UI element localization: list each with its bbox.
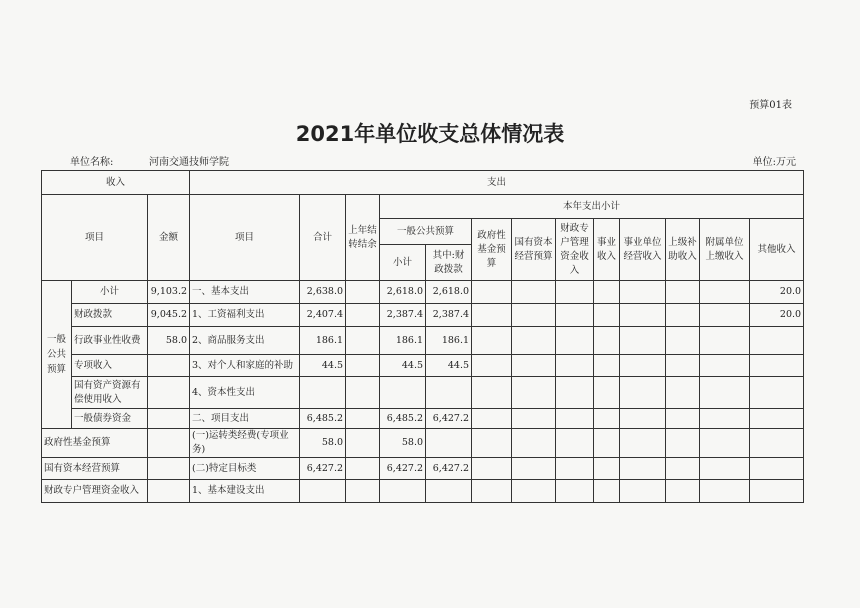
table-row [42, 480, 804, 503]
currency-unit: 单位:万元 [752, 157, 796, 168]
income-item-cell: 行政事业性收费 [72, 327, 148, 355]
carryover-cell [346, 377, 380, 409]
gb-fiscal-cell: 6,427.2 [426, 409, 472, 429]
income-amount-cell [148, 355, 190, 377]
gb-subtotal-cell: 2,618.0 [380, 281, 426, 304]
carryover-cell [346, 327, 380, 355]
expense-item-cell: 二、项目支出 [190, 409, 300, 429]
empty-cell [666, 409, 700, 429]
carryover-cell [346, 409, 380, 429]
other-income-cell [750, 409, 804, 429]
gb-subtotal-cell [380, 377, 426, 409]
empty-cell [556, 281, 594, 304]
form-number: 预算01表 [749, 100, 792, 111]
empty-cell [594, 377, 620, 409]
empty-cell [620, 327, 666, 355]
total-cell [300, 480, 346, 503]
expense-item-cell: 3、对个人和家庭的补助 [190, 355, 300, 377]
expense-item-cell: 4、资本性支出 [190, 377, 300, 409]
table-row [42, 327, 804, 355]
carryover-cell [346, 429, 380, 458]
empty-cell [594, 327, 620, 355]
expense-header: 支出 [190, 171, 804, 195]
empty-cell [620, 355, 666, 377]
income-item-cell: 政府性基金预算 [42, 429, 148, 458]
empty-cell [472, 429, 512, 458]
carryover-header: 上年结转结余 [346, 195, 380, 281]
empty-cell [512, 409, 556, 429]
expense-item-cell: (一)运转类经费(专项业务) [190, 429, 300, 458]
empty-cell [620, 480, 666, 503]
income-amount-header: 金额 [148, 195, 190, 281]
empty-cell [666, 327, 700, 355]
expense-item-cell: (二)特定目标类 [190, 458, 300, 480]
gb-subtotal-cell: 44.5 [380, 355, 426, 377]
empty-cell [472, 327, 512, 355]
other-income-cell [750, 377, 804, 409]
other-income-cell: 20.0 [750, 281, 804, 304]
table-row [42, 429, 804, 458]
empty-cell [700, 458, 750, 480]
empty-cell [700, 281, 750, 304]
general-budget-header: 一般公共预算 [380, 219, 472, 245]
gb-subtotal-cell: 6,427.2 [380, 458, 426, 480]
empty-cell [472, 281, 512, 304]
table-body [42, 281, 804, 503]
expense-item-header: 项目 [190, 195, 300, 281]
total-header: 合计 [300, 195, 346, 281]
gb-subtotal-header: 小计 [380, 245, 426, 281]
gb-fiscal-cell: 6,427.2 [426, 458, 472, 480]
empty-cell [594, 409, 620, 429]
other-income-cell [750, 355, 804, 377]
income-item-cell: 专项收入 [72, 355, 148, 377]
gb-fiscal-header: 其中:财政拨款 [426, 245, 472, 281]
income-amount-cell [148, 409, 190, 429]
gb-fiscal-cell: 186.1 [426, 327, 472, 355]
table-row [42, 458, 804, 480]
empty-cell [594, 304, 620, 327]
income-amount-cell [148, 429, 190, 458]
income-item-cell: 小计 [72, 281, 148, 304]
affiliate-header: 附属单位上缴收入 [700, 219, 750, 281]
income-item-header: 项目 [42, 195, 148, 281]
gb-subtotal-cell: 58.0 [380, 429, 426, 458]
gb-subtotal-cell: 6,485.2 [380, 409, 426, 429]
unit-name-label: 单位名称: [70, 157, 114, 168]
total-cell: 44.5 [300, 355, 346, 377]
general-budget-group-label: 一般公共预算 [42, 281, 72, 429]
header-row-1 [42, 171, 804, 195]
empty-cell [556, 409, 594, 429]
table-row [42, 355, 804, 377]
expense-item-cell: 一、基本支出 [190, 281, 300, 304]
income-item-cell: 国有资本经营预算 [42, 458, 148, 480]
empty-cell [472, 458, 512, 480]
other-income-cell [750, 327, 804, 355]
current-year-subtotal-header: 本年支出小计 [380, 195, 804, 219]
income-item-cell: 国有资产资源有偿使用收入 [72, 377, 148, 409]
empty-cell [620, 458, 666, 480]
income-item-cell: 财政专户管理资金收入 [42, 480, 148, 503]
empty-cell [556, 458, 594, 480]
income-amount-cell [148, 458, 190, 480]
empty-cell [512, 429, 556, 458]
total-cell: 6,427.2 [300, 458, 346, 480]
empty-cell [512, 281, 556, 304]
empty-cell [594, 458, 620, 480]
total-cell: 58.0 [300, 429, 346, 458]
income-amount-cell [148, 377, 190, 409]
gb-fiscal-cell: 2,618.0 [426, 281, 472, 304]
total-cell: 2,407.4 [300, 304, 346, 327]
empty-cell [620, 281, 666, 304]
expense-item-cell: 1、基本建设支出 [190, 480, 300, 503]
income-amount-cell: 9,103.2 [148, 281, 190, 304]
page-title: 2021年单位收支总体情况表 [295, 122, 565, 146]
gb-fiscal-cell: 44.5 [426, 355, 472, 377]
empty-cell [666, 281, 700, 304]
expense-item-cell: 1、工资福利支出 [190, 304, 300, 327]
empty-cell [620, 304, 666, 327]
income-amount-cell: 58.0 [148, 327, 190, 355]
business-unit-income-header: 事业单位经营收入 [620, 219, 666, 281]
income-amount-cell [148, 480, 190, 503]
income-header: 收入 [42, 171, 190, 195]
income-item-cell: 一般债券资金 [72, 409, 148, 429]
fiscal-special-header: 财政专户管理资金收入 [556, 219, 594, 281]
empty-cell [666, 458, 700, 480]
empty-cell [594, 281, 620, 304]
gb-fiscal-cell [426, 377, 472, 409]
carryover-cell [346, 355, 380, 377]
unit-name: 河南交通技师学院 [149, 157, 229, 168]
other-income-cell: 20.0 [750, 304, 804, 327]
empty-cell [700, 480, 750, 503]
income-item-cell: 财政拨款 [72, 304, 148, 327]
state-capital-header: 国有资本经营预算 [512, 219, 556, 281]
other-income-cell [750, 458, 804, 480]
income-amount-cell: 9,045.2 [148, 304, 190, 327]
empty-cell [512, 327, 556, 355]
empty-cell [512, 355, 556, 377]
empty-cell [700, 377, 750, 409]
empty-cell [472, 377, 512, 409]
empty-cell [556, 480, 594, 503]
empty-cell [620, 429, 666, 458]
empty-cell [556, 429, 594, 458]
other-income-cell [750, 429, 804, 458]
table-row [42, 409, 804, 429]
empty-cell [700, 304, 750, 327]
empty-cell [512, 458, 556, 480]
gb-fiscal-cell [426, 480, 472, 503]
carryover-cell [346, 281, 380, 304]
empty-cell [472, 304, 512, 327]
business-income-header: 事业收入 [594, 219, 620, 281]
empty-cell [556, 327, 594, 355]
budget-table [41, 170, 804, 503]
table-row [42, 377, 804, 409]
empty-cell [556, 377, 594, 409]
empty-cell [666, 355, 700, 377]
other-income-header: 其他收入 [750, 219, 804, 281]
header-row-2 [42, 195, 804, 219]
empty-cell [666, 377, 700, 409]
total-cell: 186.1 [300, 327, 346, 355]
gb-subtotal-cell: 186.1 [380, 327, 426, 355]
empty-cell [620, 409, 666, 429]
total-cell [300, 377, 346, 409]
empty-cell [666, 429, 700, 458]
higher-subsidy-header: 上级补助收入 [666, 219, 700, 281]
empty-cell [594, 429, 620, 458]
empty-cell [472, 409, 512, 429]
carryover-cell [346, 480, 380, 503]
carryover-cell [346, 458, 380, 480]
gov-fund-header: 政府性基金预算 [472, 219, 512, 281]
table-row [42, 304, 804, 327]
empty-cell [556, 355, 594, 377]
gb-subtotal-cell: 2,387.4 [380, 304, 426, 327]
empty-cell [594, 480, 620, 503]
gb-subtotal-cell [380, 480, 426, 503]
empty-cell [556, 304, 594, 327]
empty-cell [700, 409, 750, 429]
empty-cell [666, 304, 700, 327]
empty-cell [512, 377, 556, 409]
empty-cell [594, 355, 620, 377]
empty-cell [666, 480, 700, 503]
empty-cell [700, 355, 750, 377]
expense-item-cell: 2、商品服务支出 [190, 327, 300, 355]
total-cell: 2,638.0 [300, 281, 346, 304]
empty-cell [512, 480, 556, 503]
gb-fiscal-cell [426, 429, 472, 458]
other-income-cell [750, 480, 804, 503]
empty-cell [620, 377, 666, 409]
table-row [42, 281, 804, 304]
empty-cell [472, 480, 512, 503]
empty-cell [700, 327, 750, 355]
empty-cell [472, 355, 512, 377]
empty-cell [700, 429, 750, 458]
empty-cell [512, 304, 556, 327]
total-cell: 6,485.2 [300, 409, 346, 429]
gb-fiscal-cell: 2,387.4 [426, 304, 472, 327]
carryover-cell [346, 304, 380, 327]
